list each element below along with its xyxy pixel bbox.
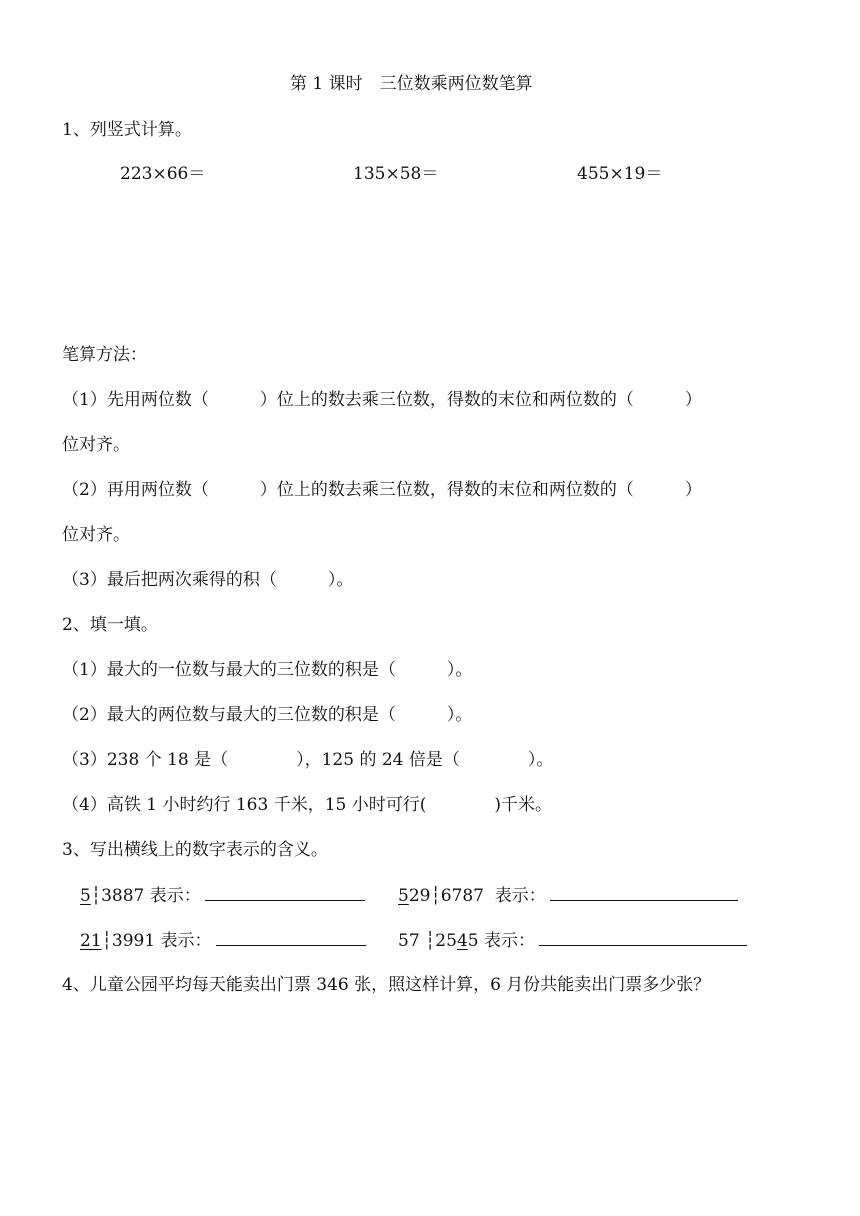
method-step-2: （2）再用两位数（ ）位上的数去乘三位数，得数的末位和两位数的（ ） [62, 480, 702, 500]
expr-1: 223×66＝ [120, 164, 206, 184]
page-title: 第 1 课时 三位数乘两位数笔算 [290, 74, 533, 94]
method-step-1-cont: 位对齐。 [62, 435, 130, 455]
expr-2: 135×58＝ [353, 164, 439, 184]
method-title: 笔算方法： [62, 345, 147, 365]
q2-item-4: （4）高铁 1 小时约行 163 千米，15 小时可行( )千米。 [62, 795, 552, 815]
q2-item-2: （2）最大的两位数与最大的三位数的积是（ ）。 [62, 705, 473, 725]
meaning-label: 表示： [149, 886, 201, 906]
answer-line[interactable] [205, 899, 365, 901]
q2-item-3: （3）238 个 18 是（ ），125 的 24 倍是（ ）。 [62, 750, 554, 770]
meaning-label: 表示： [160, 931, 212, 951]
meaning-item-1: 5┆3887 表示： [80, 884, 365, 908]
meaning-item-4: 57 ┆2545 表示： [398, 929, 747, 953]
q2-heading: 2、填一填。 [62, 615, 158, 635]
answer-line[interactable] [539, 944, 747, 946]
q2-item-1: （1）最大的一位数与最大的三位数的积是（ ）。 [62, 660, 473, 680]
underlined-digit: 5 [398, 886, 409, 906]
method-step-2-cont: 位对齐。 [62, 525, 130, 545]
answer-line[interactable] [216, 944, 366, 946]
meaning-label: 表示： [484, 931, 535, 951]
method-step-1: （1）先用两位数（ ）位上的数去乘三位数，得数的末位和两位数的（ ） [62, 390, 702, 410]
meaning-item-3: 21┆3991 表示： [80, 929, 366, 953]
meaning-item-2: 529┆6787 表示： [398, 884, 738, 908]
meaning-label: 表示： [494, 886, 546, 906]
underlined-digit: 4 [456, 931, 468, 951]
method-step-3: （3）最后把两次乘得的积（ ）。 [62, 570, 354, 590]
q4-text: 4、儿童公园平均每天能卖出门票 346 张，照这样计算，6 月份共能卖出门票多少张？ [62, 975, 711, 995]
q1-heading: 1、列竖式计算。 [62, 120, 192, 140]
underlined-digit: 21 [80, 931, 102, 951]
underlined-digit: 5 [80, 886, 91, 906]
q3-heading: 3、写出横线上的数字表示的含义。 [62, 840, 328, 860]
expr-3: 455×19＝ [577, 164, 663, 184]
answer-line[interactable] [550, 899, 738, 901]
